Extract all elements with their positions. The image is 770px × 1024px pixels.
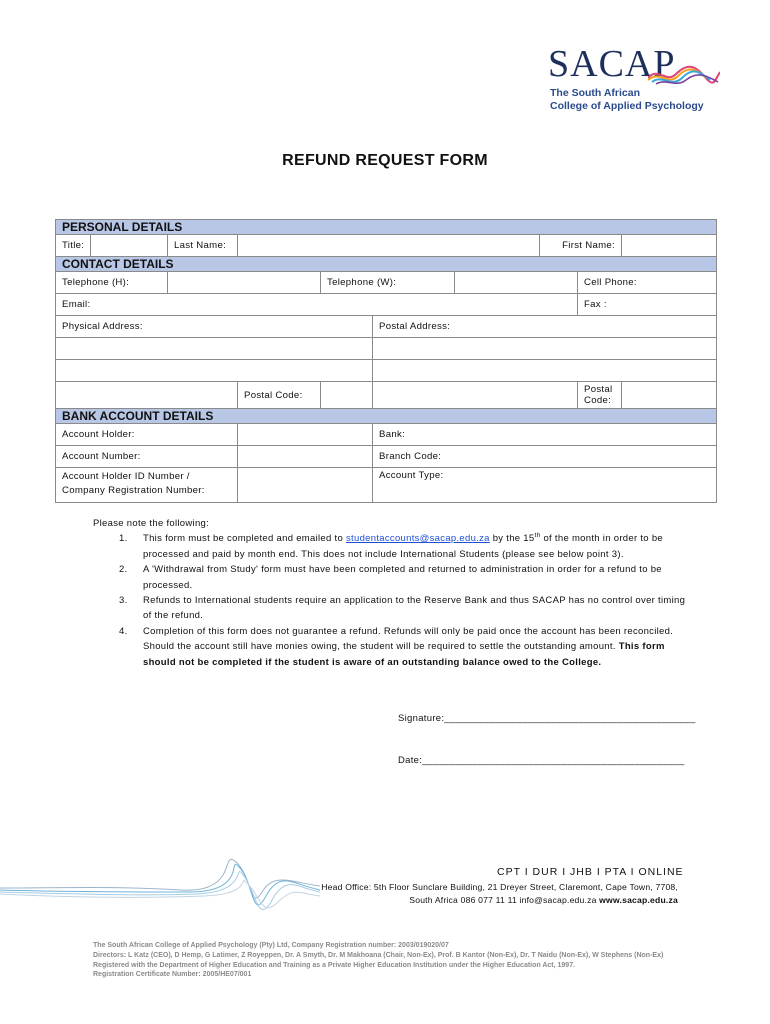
- contact-details-heading: CONTACT DETAILS: [56, 257, 717, 272]
- note-text: A 'Withdrawal from Study' form must have been completed and returned to administration in order for a refund to be processed.: [143, 564, 662, 591]
- note-number: 3.: [119, 595, 128, 607]
- note-text: Completion of this form does not guarantee a refund. Refunds will only be paid once the account has been reconciled. Should the account still have monies owing, the student will be required to settle the outstanding amount.: [143, 625, 674, 653]
- account-type-label: Account Type:: [379, 470, 444, 481]
- signature-line[interactable]: Signature:_____________________________________________: [398, 713, 696, 724]
- note-item-3: [93, 593, 693, 624]
- account-holder-field[interactable]: [238, 424, 373, 446]
- physical-address-field[interactable]: [56, 316, 373, 338]
- bank-field[interactable]: [373, 424, 717, 446]
- physical-address-label: Physical Address:: [62, 321, 143, 332]
- notes-list: [93, 531, 693, 670]
- fax-label: Fax :: [584, 299, 607, 310]
- address-line-1: Head Office: 5th Floor Sunclare Building, 21 Dreyer Street, Claremont, Cape Town, 7708,: [321, 882, 678, 892]
- postal-address-field[interactable]: [373, 316, 717, 338]
- bank-label: Bank:: [379, 429, 406, 440]
- address-contact: South Africa 086 077 11 11 info@sacap.edu.za: [409, 894, 597, 905]
- note-item-2: [93, 562, 693, 593]
- physical-address-line-4[interactable]: [56, 382, 238, 409]
- physical-address-line-2[interactable]: [56, 338, 373, 360]
- first-name-label: First Name:: [540, 235, 622, 257]
- cell-phone-label: Cell Phone:: [584, 277, 637, 288]
- note-item-4: [93, 624, 693, 670]
- telephone-work-label: Telephone (W):: [321, 272, 455, 294]
- note-item-1: [93, 531, 693, 562]
- last-name-label: Last Name:: [168, 235, 238, 257]
- postal-address-label: Postal Address:: [379, 321, 451, 332]
- note-text: by the 15: [489, 533, 535, 545]
- account-type-field[interactable]: [373, 468, 717, 503]
- footer-line-3: Registered with the Department of Higher Education and Training as a Private Higher Education Institution under the Higher Education Act, 1997.: [93, 961, 576, 969]
- website-link[interactable]: www.sacap.edu.za: [599, 894, 678, 905]
- personal-details-heading: PERSONAL DETAILS: [56, 220, 717, 235]
- note-number: 4.: [119, 625, 128, 637]
- id-number-label: [56, 468, 238, 503]
- first-name-field[interactable]: [622, 235, 717, 257]
- address-line-2: [300, 894, 678, 907]
- footer-line-1: The South African College of Applied Psychology (Pty) Ltd, Company Registration number: 2003/019020/07: [93, 942, 449, 949]
- telephone-home-label: Telephone (H):: [56, 272, 168, 294]
- last-name-field[interactable]: [238, 235, 540, 257]
- logo-wordmark: SACAP: [548, 43, 676, 85]
- note-number: 1.: [119, 533, 128, 545]
- physical-address-line-3[interactable]: [56, 360, 373, 382]
- fax-field[interactable]: [578, 294, 717, 316]
- account-holder-label: Account Holder:: [56, 424, 238, 446]
- postal-postal-code-field[interactable]: [622, 382, 717, 409]
- postal-address-line-3[interactable]: [373, 360, 717, 382]
- note-number: 2.: [119, 564, 128, 576]
- id-number-label-line-2: Company Registration Number:: [62, 485, 205, 496]
- id-number-label-line-1: Account Holder ID Number /: [62, 471, 190, 482]
- logo-tagline-1: The South African: [550, 87, 641, 99]
- note-superscript: th: [534, 532, 541, 540]
- telephone-home-field[interactable]: [168, 272, 321, 294]
- logo-wave-icon: [648, 60, 720, 90]
- company-footer: [93, 941, 713, 980]
- postal-address-line-2[interactable]: [373, 338, 717, 360]
- cell-phone-field[interactable]: [578, 272, 717, 294]
- account-number-label: Account Number:: [56, 446, 238, 468]
- email-label: Email:: [62, 299, 91, 310]
- email-field[interactable]: [56, 294, 578, 316]
- id-number-field[interactable]: [238, 468, 373, 503]
- footer-wave-graphic: [0, 852, 320, 932]
- branch-code-label: Branch Code:: [379, 451, 442, 462]
- account-number-field[interactable]: [238, 446, 373, 468]
- note-text: of the month in order to be processed and paid by month end. This does not include International Students (please see below point 3).: [143, 533, 663, 560]
- footer-line-2: Directors: L Katz (CEO), D Hemp, G Latimer, Z Royeppen, Dr. A Smyth, Dr. M Makhoana (Chair, Non-Ex), Prof. B Kantor (Non-Ex), Dr. T Naidu (Non-Ex), W Stephens (Non-Ex): [93, 951, 664, 959]
- physical-postal-code-label: Postal Code:: [238, 382, 321, 409]
- sacap-logo: [548, 44, 738, 124]
- title-field[interactable]: [91, 235, 168, 257]
- postal-address-line-4[interactable]: [373, 382, 578, 409]
- logo-tagline-2: College of Applied Psychology: [550, 100, 704, 112]
- note-text: This form must be completed and emailed to: [143, 533, 346, 545]
- postal-postal-code-label: Postal Code:: [578, 382, 622, 409]
- physical-postal-code-field[interactable]: [321, 382, 373, 409]
- telephone-work-field[interactable]: [455, 272, 578, 294]
- notes-intro: Please note the following:: [93, 518, 210, 529]
- note-warning-bold: This form should not be completed if the student is aware of an outstanding balance owed to the College.: [143, 641, 665, 668]
- date-line[interactable]: Date:_______________________________________________: [398, 755, 685, 766]
- bank-account-details-heading: BANK ACCOUNT DETAILS: [56, 409, 717, 424]
- branch-code-field[interactable]: [373, 446, 717, 468]
- note-text: Refunds to International students require an application to the Reserve Bank and thus SACAP has no control over timing of the refund.: [143, 595, 686, 622]
- title-label: Title:: [56, 235, 91, 257]
- footer-line-4: Registration Certificate Number: 2005/HE07/001: [93, 971, 252, 979]
- student-accounts-email-link[interactable]: studentaccounts@sacap.edu.za: [346, 533, 490, 545]
- form-title: REFUND REQUEST FORM: [282, 152, 488, 169]
- head-office-address: [300, 881, 678, 906]
- notes-section: [93, 516, 693, 670]
- campus-list: CPT I DUR I JHB I PTA I ONLINE: [497, 866, 684, 878]
- refund-form-table: [55, 219, 717, 503]
